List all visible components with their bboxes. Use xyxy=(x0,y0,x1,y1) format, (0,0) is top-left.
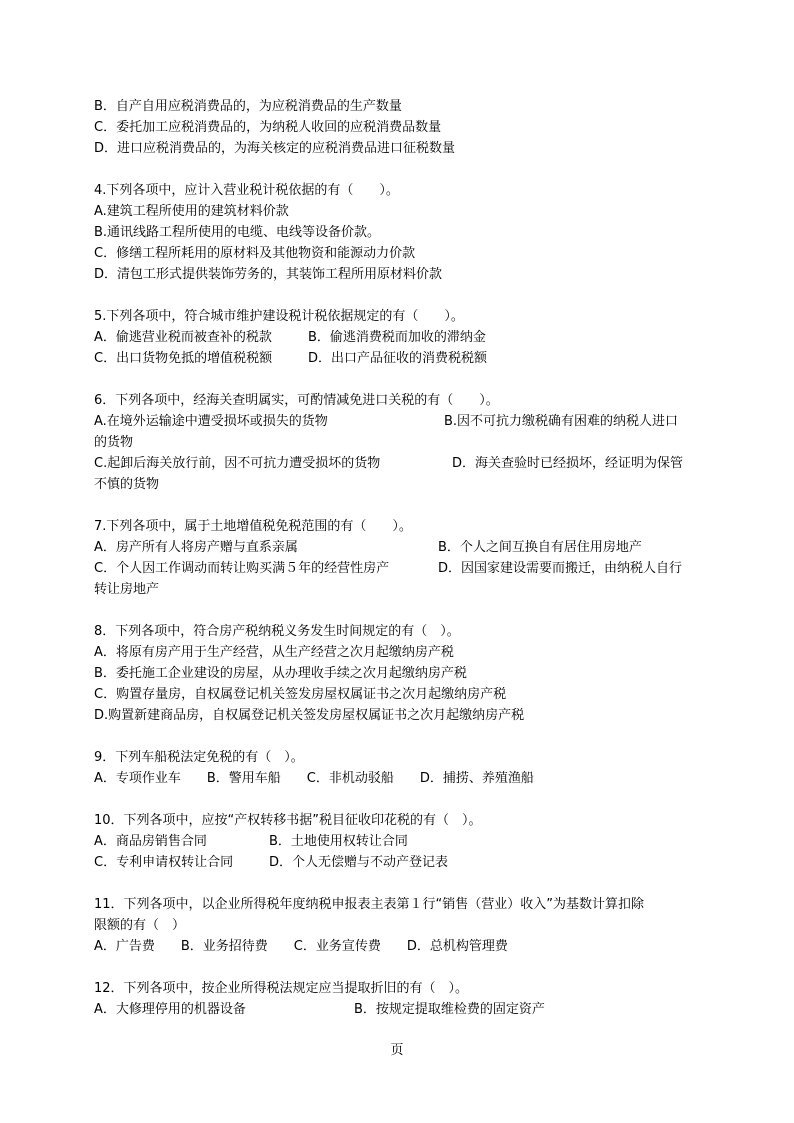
option-a: A．房产所有人将房产赠与直系亲属 xyxy=(94,540,298,555)
question-9 xyxy=(94,747,706,789)
question-12 xyxy=(94,978,706,1020)
options-row xyxy=(94,852,706,873)
option-b: B.通讯线路工程所使用的电缆、电线等设备价款。 xyxy=(94,225,381,240)
page-label: 页 xyxy=(390,1043,404,1058)
question-10 xyxy=(94,810,706,873)
question-6 xyxy=(94,390,706,495)
question-stem: 4.下列各项中，应计入营业税计税依据的有（ ）。 xyxy=(94,183,399,198)
options-row xyxy=(94,411,706,432)
options-line: A．广告费 B．业务招待费 C．业务宣传费 D．总机构管理费 xyxy=(94,939,508,954)
question-stem: 11．下列各项中，以企业所得税年度纳税申报表主表第１行“销售（营业）收入”为基数计算扣除 xyxy=(94,897,645,912)
document-page xyxy=(94,96,706,1041)
option-a: A．将原有房产用于生产经营，从生产经营之次月起缴纳房产税 xyxy=(94,645,454,660)
option-d-continued: 转让房地产 xyxy=(94,582,160,597)
options-row xyxy=(94,453,706,474)
question-stem: 9．下列车船税法定免税的有（ ）。 xyxy=(94,750,304,765)
question-3 xyxy=(94,96,706,159)
question-11 xyxy=(94,894,706,957)
option-c: C.起卸后海关放行前，因不可抗力遭受损坏的货物 xyxy=(94,456,381,471)
question-5 xyxy=(94,306,706,369)
option-b: B．土地使用权转让合同 xyxy=(269,834,408,849)
option-d: D．海关查验时已经损坏，经证明为保管 xyxy=(452,456,684,471)
option-c: C．修缮工程所耗用的原材料及其他物资和能源动力价款 xyxy=(94,246,416,261)
option-d: D.购置新建商品房，自权属登记机关签发房屋权属证书之次月起缴纳房产税 xyxy=(94,708,525,723)
option-d-continued: 不慎的货物 xyxy=(94,477,160,492)
option-a: A．商品房销售合同 xyxy=(94,834,207,849)
option-c: C．委托加工应税消费品的，为纳税人收回的应税消费品数量 xyxy=(94,120,442,135)
question-stem: 10．下列各项中，应按“产权转移书据”税目征收印花税的有（ ）。 xyxy=(94,813,482,828)
option-c: C．个人因工作调动而转让购买满５年的经营性房产 xyxy=(94,561,390,576)
option-b: B．偷逃消费税而加收的滞纳金 xyxy=(308,330,486,345)
options-row xyxy=(94,537,706,558)
option-b: B．按规定提取维检费的固定资产 xyxy=(354,1002,545,1017)
option-b: B．委托施工企业建设的房屋，从办理收手续之次月起缴纳房产税 xyxy=(94,666,467,681)
option-d: D．清包工形式提供装饰劳务的，其装饰工程所用原材料价款 xyxy=(94,267,443,282)
page-footer xyxy=(0,1040,794,1061)
options-line: A．专项作业车 B．警用车船 C．非机动驳船 D．捕捞、养殖渔船 xyxy=(94,771,534,786)
question-stem: 8．下列各项中，符合房产税纳税义务发生时间规定的有（ ）。 xyxy=(94,624,460,639)
question-8 xyxy=(94,621,706,726)
question-7 xyxy=(94,516,706,600)
option-b: B．个人之间互换自有居住用房地产 xyxy=(438,540,642,555)
option-b: B.因不可抗力缴税确有困难的纳税人进口 xyxy=(444,414,679,429)
question-stem: 7.下列各项中，属于土地增值税免税范围的有（ ）。 xyxy=(94,519,412,534)
question-stem: 6．下列各项中，经海关查明属实，可酌情减免进口关税的有（ ）。 xyxy=(94,393,499,408)
option-d: D．个人无偿赠与不动产登记表 xyxy=(269,855,449,870)
option-c: C．出口货物免抵的增值税税额 xyxy=(94,351,273,366)
option-c: C．专利申请权转让合同 xyxy=(94,855,234,870)
options-row xyxy=(94,348,706,369)
option-a: A.在境外运输途中遭受损坏或损失的货物 xyxy=(94,414,328,429)
options-row xyxy=(94,327,706,348)
option-a: A.建筑工程所使用的建筑材料价款 xyxy=(94,204,289,219)
option-b: B．自产自用应税消费品的，为应税消费品的生产数量 xyxy=(94,99,402,114)
option-c: C．购置存量房，自权属登记机关签发房屋权属证书之次月起缴纳房产税 xyxy=(94,687,507,702)
option-d: D．进口应税消费品的，为海关核定的应税消费品进口征税数量 xyxy=(94,141,456,156)
option-a: A．偷逃营业税而被查补的税款 xyxy=(94,330,272,345)
question-stem: 5.下列各项中，符合城市维护建设税计税依据规定的有（ ）。 xyxy=(94,309,464,324)
question-stem-continued: 限额的有（ ） xyxy=(94,918,186,933)
options-row xyxy=(94,999,706,1020)
option-a: A．大修理停用的机器设备 xyxy=(94,1002,246,1017)
options-row xyxy=(94,831,706,852)
option-d: D．出口产品征收的消费税税额 xyxy=(308,351,488,366)
question-stem: 12．下列各项中，按企业所得税法规定应当提取折旧的有（ ）。 xyxy=(94,981,469,996)
option-b-continued: 的货物 xyxy=(94,435,134,450)
question-4 xyxy=(94,180,706,285)
options-row xyxy=(94,558,706,579)
option-d: D．因国家建设需要而搬迁，由纳税人自行 xyxy=(438,561,683,576)
